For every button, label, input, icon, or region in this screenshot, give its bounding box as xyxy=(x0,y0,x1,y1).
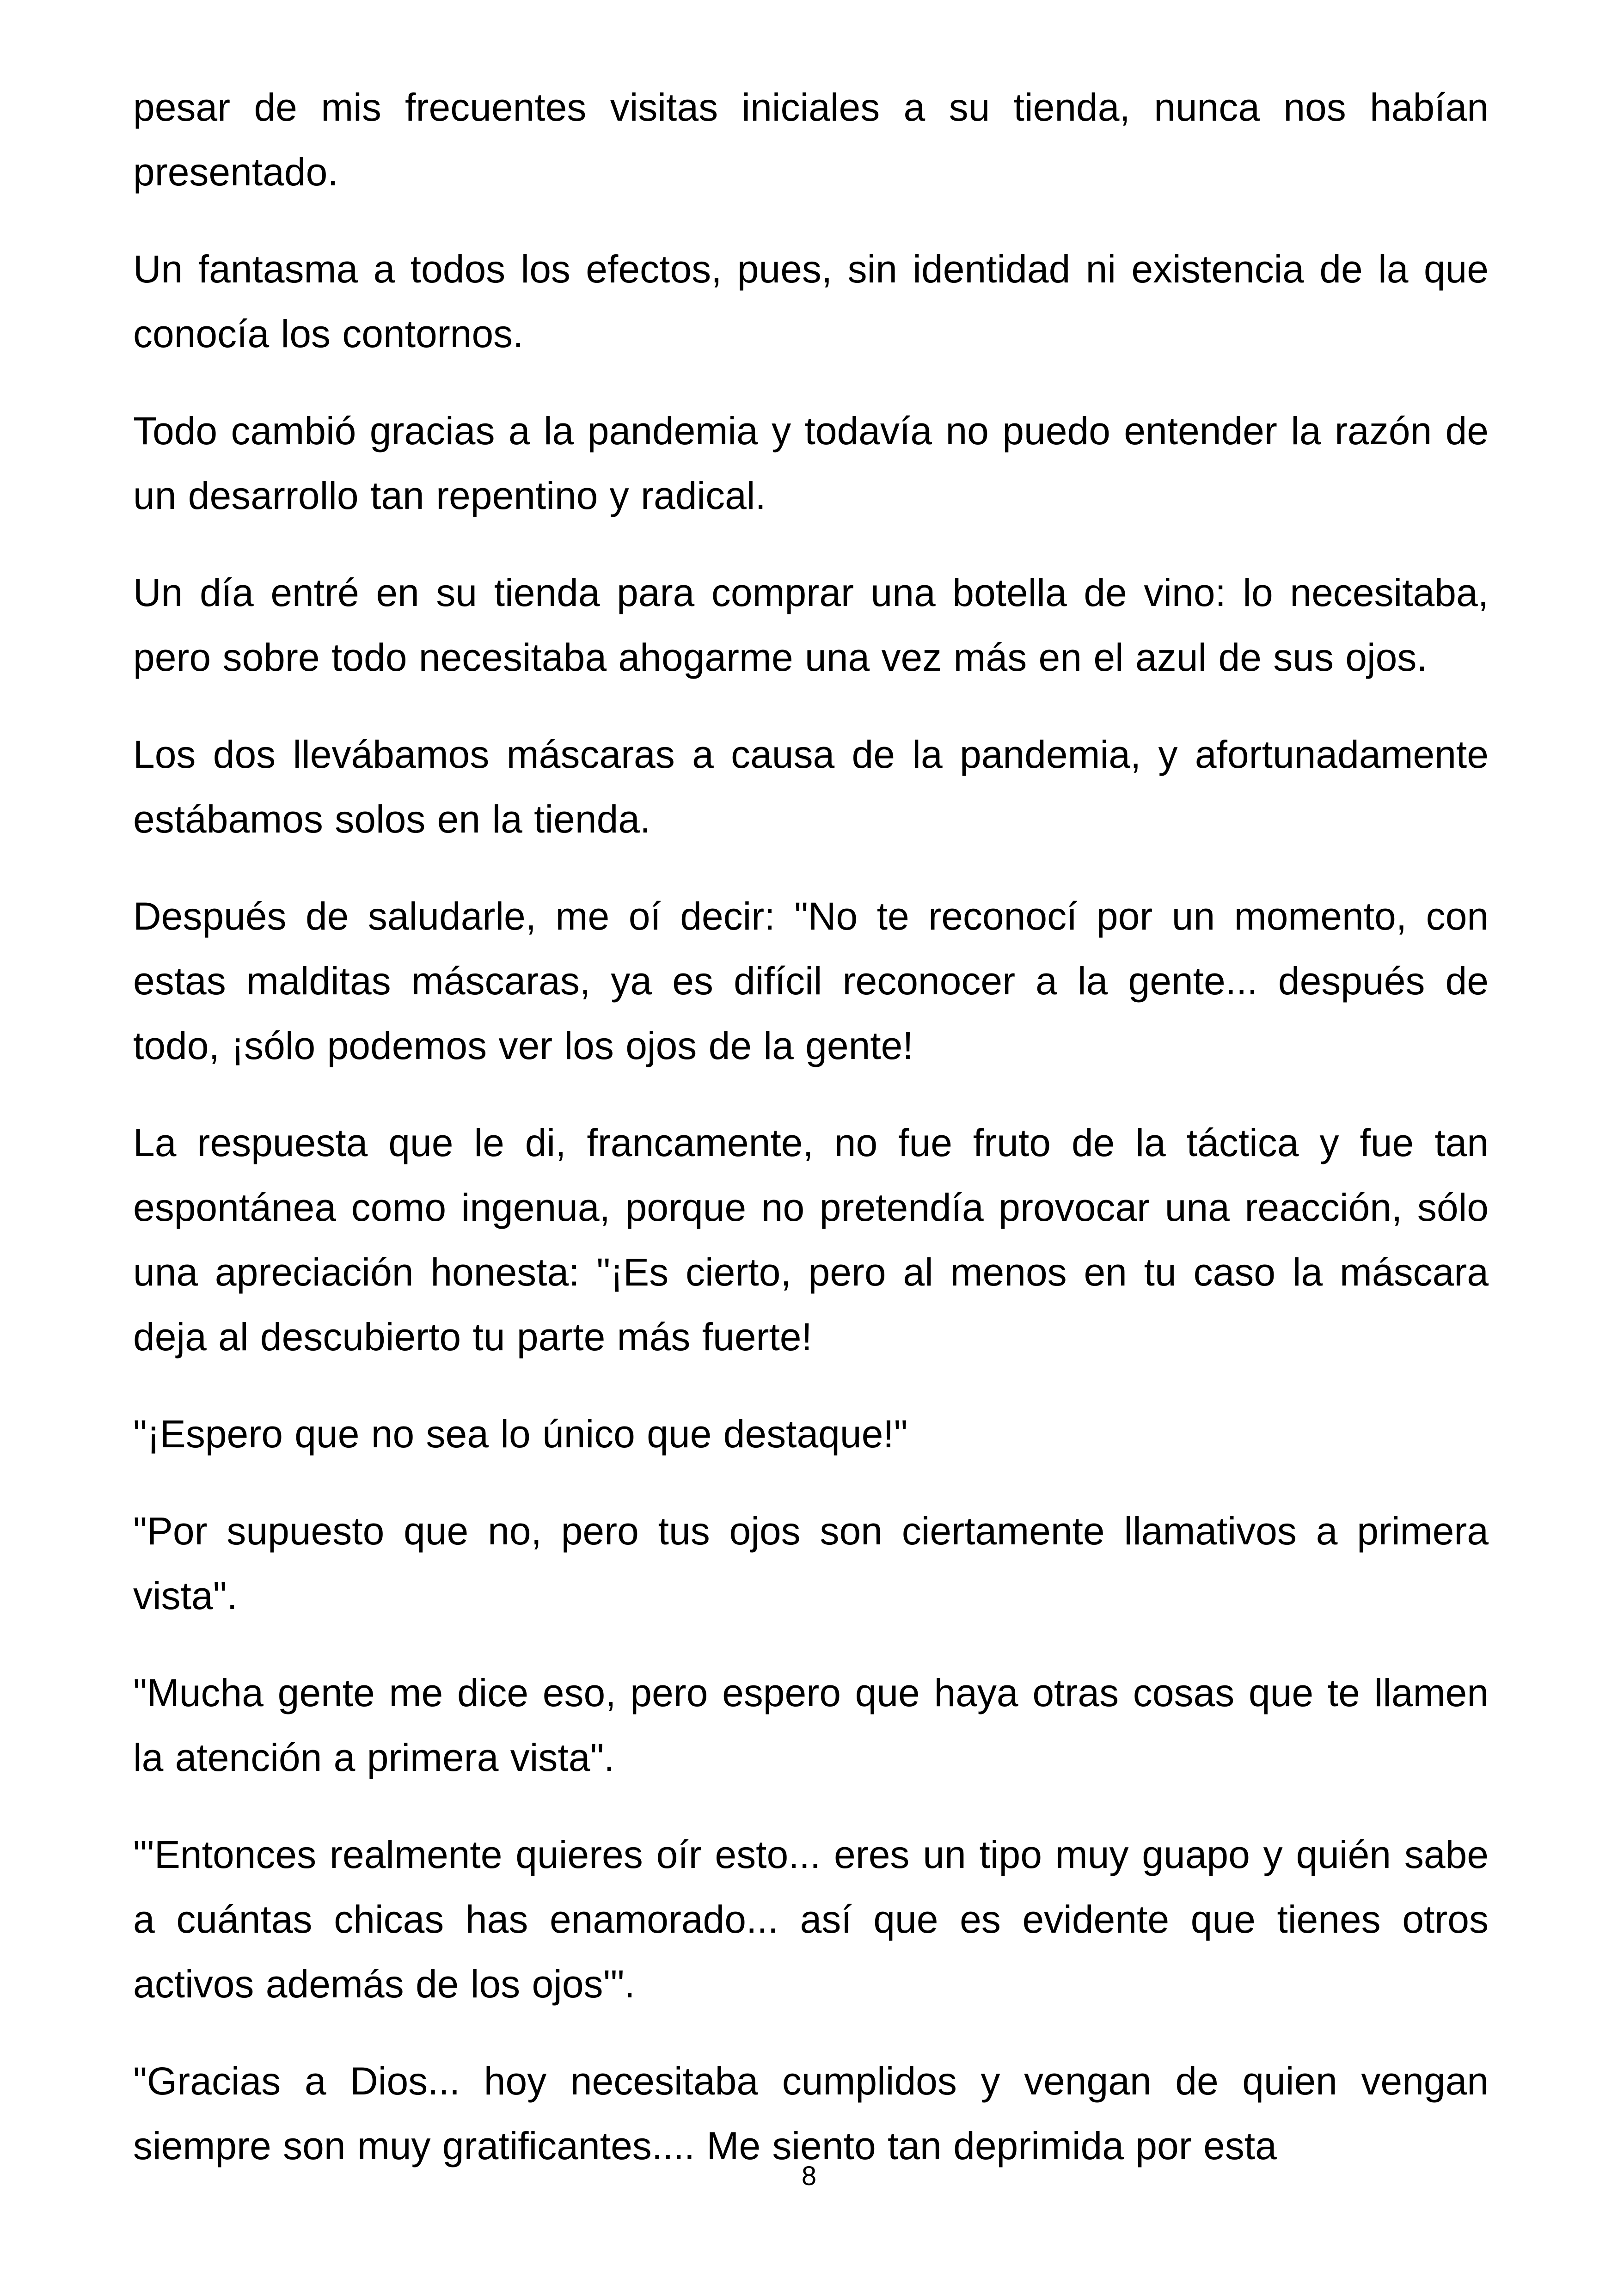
paragraph-6: Después de saludarle, me oí decir: "No te reconocí por un momento, con estas malditas máscaras, ya es difícil reconocer a la gente... después de todo, ¡sólo podemos ver los ojos de la gente! xyxy=(133,894,1489,1067)
paragraph-9: "Por supuesto que no, pero tus ojos son ciertamente llamativos a primera vista". xyxy=(133,1509,1489,1617)
paragraph-10: "Mucha gente me dice eso, pero espero que haya otras cosas que te llamen la atención a primera vista". xyxy=(133,1671,1489,1779)
paragraph-7: La respuesta que le di, francamente, no fue fruto de la táctica y fue tan espontánea como ingenua, porque no pretendía provocar una reacción, sólo una apreciación honesta: "¡Es cierto, pero al menos en tu caso la máscara deja al descubierto tu parte más fuerte! xyxy=(133,1121,1489,1359)
paragraph-11: "'Entonces realmente quieres oír esto... eres un tipo muy guapo y quién sabe a cuántas chicas has enamorado... así que es evidente que tienes otros activos además de los ojos'". xyxy=(133,1833,1489,2006)
paragraph-1: pesar de mis frecuentes visitas iniciales a su tienda, nunca nos habían presentado. xyxy=(133,86,1489,194)
body-text xyxy=(133,75,1489,2210)
paragraph-4: Un día entré en su tienda para comprar una botella de vino: lo necesitaba, pero sobre todo necesitaba ahogarme una vez más en el azul de sus ojos. xyxy=(133,571,1489,679)
paragraph-3: Todo cambió gracias a la pandemia y todavía no puedo entender la razón de un desarrollo tan repentino y radical. xyxy=(133,409,1489,517)
paragraph-5: Los dos llevábamos máscaras a causa de la pandemia, y afortunadamente estábamos solos en la tienda. xyxy=(133,733,1489,841)
paragraph-12: "Gracias a Dios... hoy necesitaba cumplidos y vengan de quien vengan siempre son muy gratificantes.... Me siento tan deprimida por esta xyxy=(133,2059,1489,2167)
page-number: 8 xyxy=(801,2161,817,2191)
paragraph-2: Un fantasma a todos los efectos, pues, sin identidad ni existencia de la que conocía los contornos. xyxy=(133,247,1489,355)
paragraph-8: "¡Espero que no sea lo único que destaque!" xyxy=(133,1412,908,1456)
